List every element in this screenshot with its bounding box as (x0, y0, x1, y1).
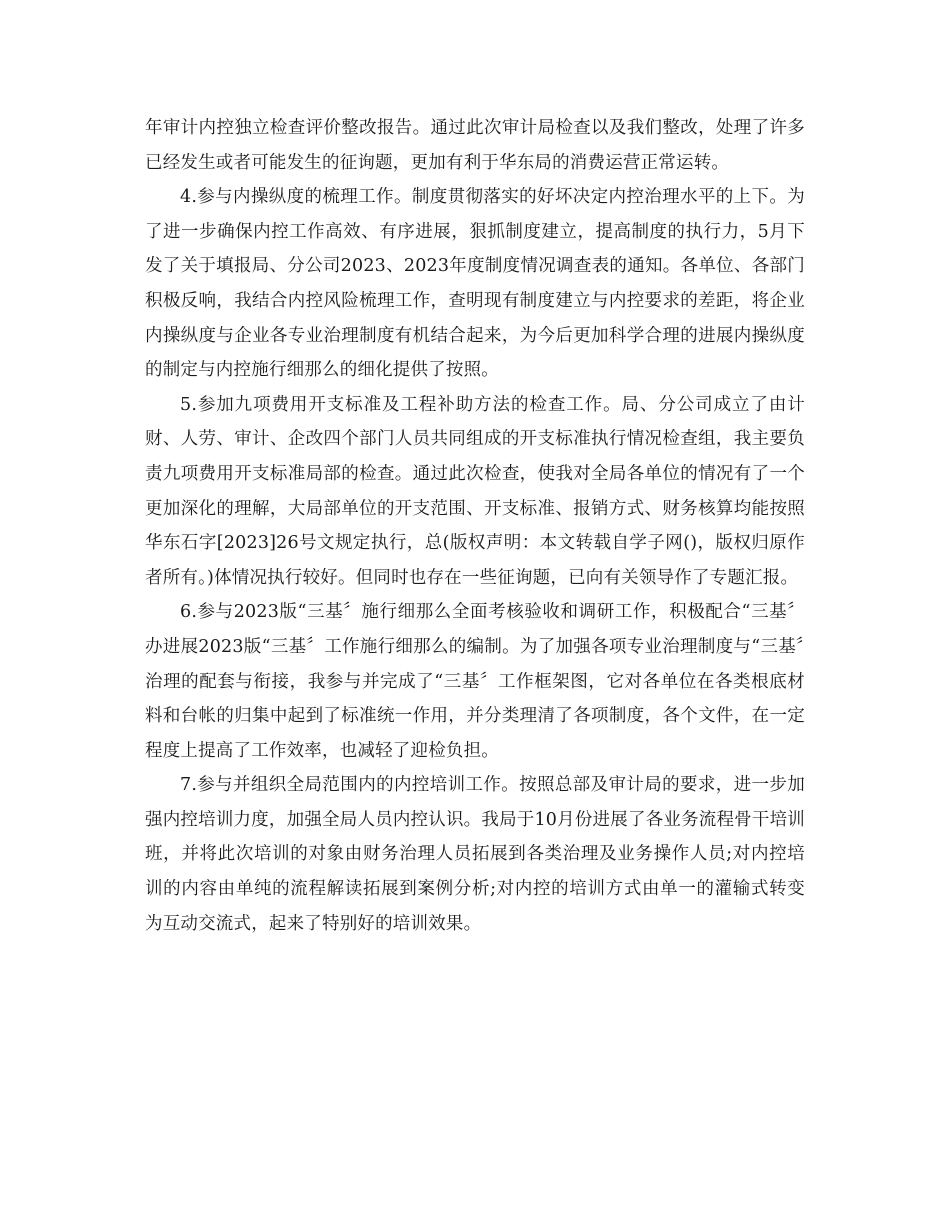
paragraph-continuation: 年审计内控独立检查评价整改报告。通过此次审计局检查以及我们整改，处理了许多已经发生或者可能发生的征询题，更加有利于华东局的消费运营正常运转。 (145, 118, 805, 173)
paragraph-item-7: 7.参与并组织全局范围内的内控培训工作。按照总部及审计局的要求，进一步加强内控培训力度，加强全局人员内控认识。我局于10月份进展了各业务流程骨干培训班，并将此次培训的对象由财务治理人员拓展到各类治理及业务操作人员;对内控培训的内容由单纯的流程解读拓展到案例分析;对内控的培训方式由单一的灌输式转变为互动交流式，起来了特别好的培训效果。 (145, 775, 805, 934)
paragraph-item-6: 6.参与2023版“三基〞施行细那么全面考核验收和调研工作，积极配合“三基〞办进展2023版“三基〞工作施行细那么的编制。为了加强各项专业治理制度与“三基〞治理的配套与衔接，我参与并完成了“三基〞工作框架图，它对各单位在各类根底材料和台帐的归集中起到了标准统一作用，并分类理清了各项制度，各个文件，在一定程度上提高了工作效率，也减轻了迎检负担。 (145, 602, 805, 761)
paragraph-item-5: 5.参加九项费用开支标准及工程补助方法的检查工作。局、分公司成立了由计财、人劳、审计、企改四个部门人员共同组成的开支标准执行情况检查组，我主要负责九项费用开支标准局部的检查。通过此次检查，使我对全局各单位的情况有了一个更加深化的理解，大局部单位的开支范围、开支标准、报销方式、财务核算均能按照华东石字[2023]26号文规定执行，总(版权声明：本文转载自学子网()，版权归原作者所有。)体情况执行较好。但同时也存在一些征询题，已向有关领导作了专题汇报。 (145, 394, 805, 588)
paragraph-item-4: 4.参与内操纵度的梳理工作。制度贯彻落实的好坏决定内控治理水平的上下。为了进一步确保内控工作高效、有序进展，狠抓制度建立，提高制度的执行力，5月下发了关于填报局、分公司2023、2023年度制度情况调查表的通知。各单位、各部门积极反响，我结合内控风险梳理工作，查明现有制度建立与内控要求的差距，将企业内操纵度与企业各专业治理制度有机结合起来，为今后更加科学合理的进展内操纵度的制定与内控施行细那么的细化提供了按照。 (145, 187, 805, 381)
document-body (145, 111, 805, 941)
